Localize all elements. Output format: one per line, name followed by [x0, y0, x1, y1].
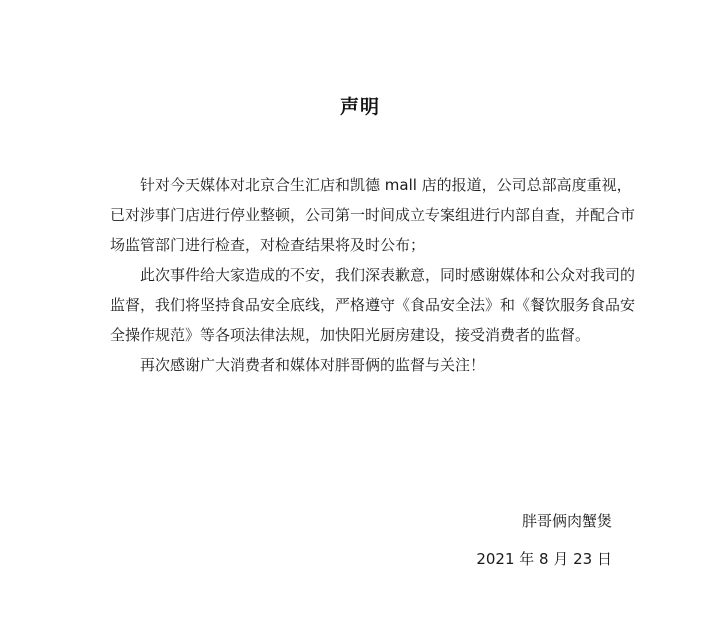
paragraph-line: 针对今天媒体对北京合生汇店和凯德 mall 店的报道，公司总部高度重视，: [140, 176, 632, 194]
paragraph-line: 监督，我们将坚持食品安全底线，严格遵守《食品安全法》和《餐饮服务食品安: [110, 296, 636, 314]
paragraph-line: 再次感谢广大消费者和媒体对胖哥俩的监督与关注！: [140, 356, 486, 374]
paragraph-line: 已对涉事门店进行停业整顿，公司第一时间成立专案组进行内部自查，并配合市: [110, 206, 636, 224]
paragraph-2: [110, 260, 636, 350]
document-body: [110, 170, 636, 380]
paragraph-3: [110, 350, 620, 380]
signature: 胖哥俩肉蟹煲: [521, 512, 612, 530]
paragraph-1: [110, 170, 636, 260]
paragraph-line: 场监管部门进行检查，对检查结果将及时公布；: [110, 236, 426, 254]
paragraph-line: 此次事件给大家造成的不安，我们深表歉意，同时感谢媒体和公众对我司的: [140, 266, 636, 284]
date: 2021 年 8 月 23 日: [476, 550, 612, 568]
paragraph-line: 全操作规范》等各项法律法规，加快阳光厨房建设，接受消费者的监督。: [110, 326, 591, 344]
document-title: 声明: [339, 96, 380, 118]
